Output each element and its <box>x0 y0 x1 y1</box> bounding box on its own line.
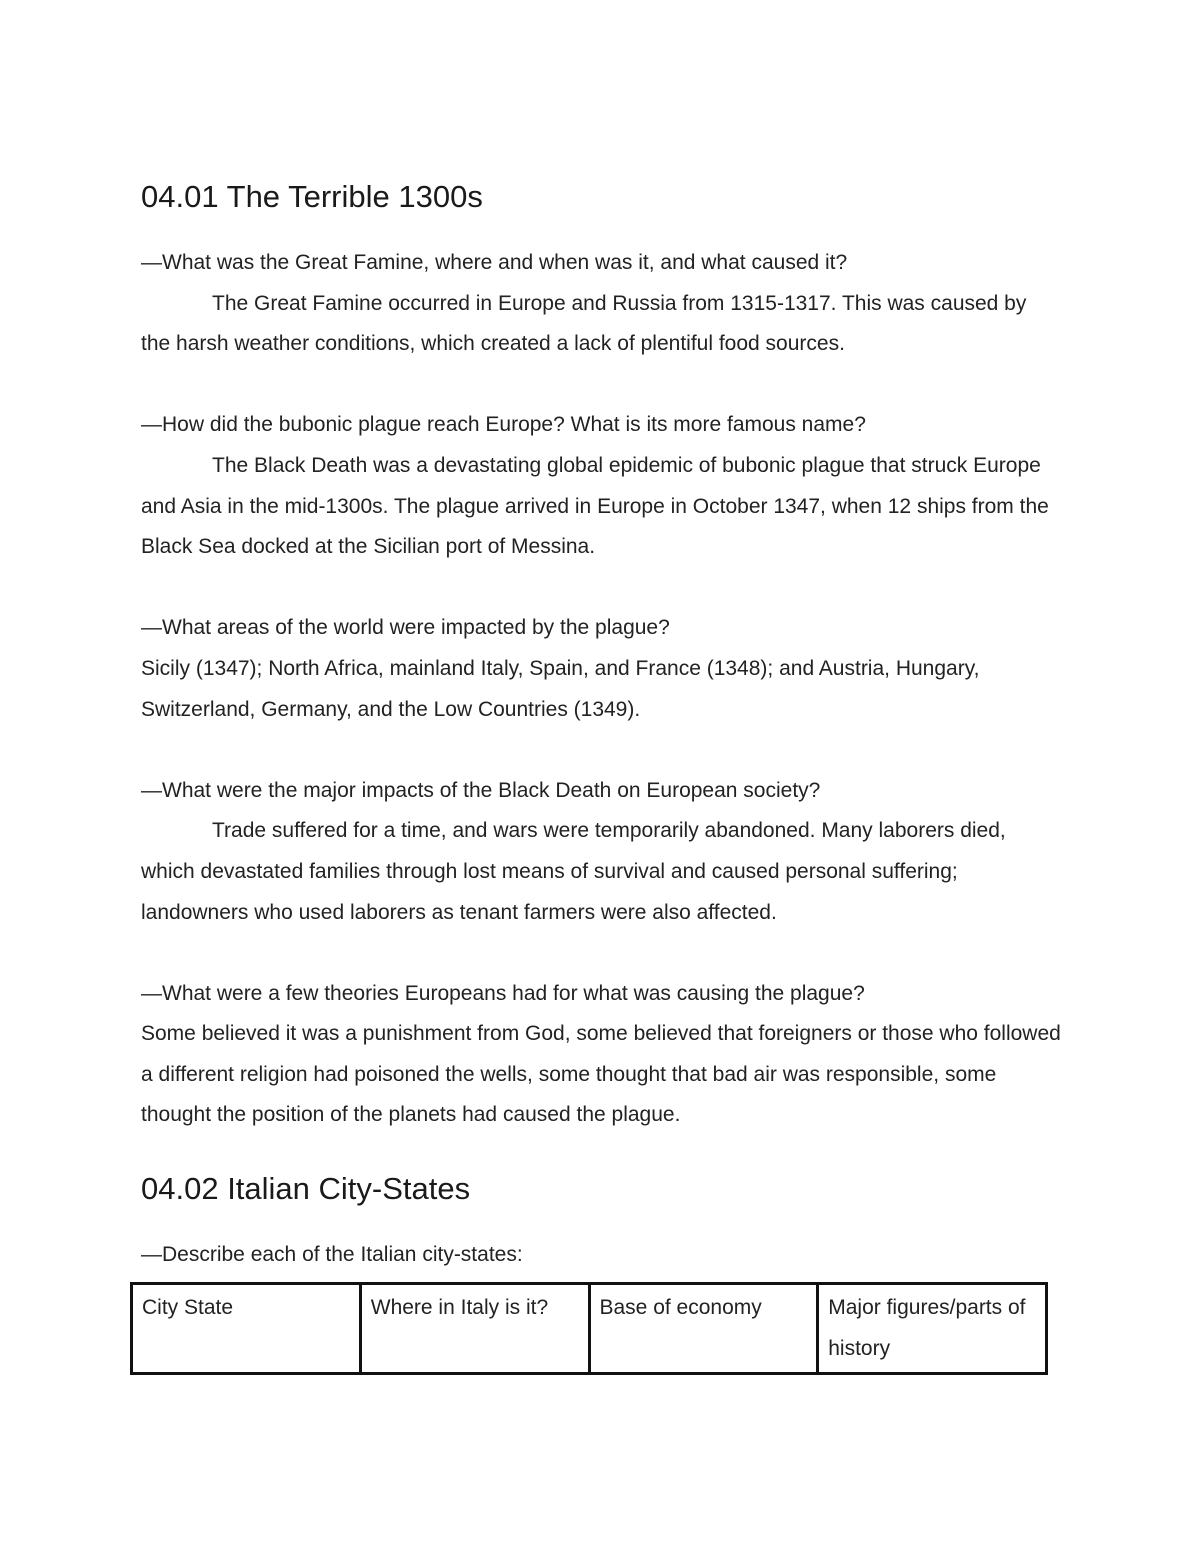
table-header-location: Where in Italy is it? <box>360 1283 589 1373</box>
question-great-famine: —What was the Great Famine, where and when was it, and what caused it? <box>141 251 848 274</box>
answer-bubonic-plague: The Black Death was a devastating global epidemic of bubonic plague that struck Europe and Asia in the mid-1300s. The plague arrived in Europe in October 1347, when 12 ships from the Black Sea docked at the Sicilian port of Messina. <box>141 453 1049 559</box>
answer-areas-impacted: Sicily (1347); North Africa, mainland Italy, Spain, and France (1348); and Austria, Hungary, Switzerland, Germany, and the Low Countries (1349). <box>141 656 980 721</box>
question-major-impacts: —What were the major impacts of the Black Death on European society? <box>141 778 821 802</box>
city-states-table <box>130 1282 1048 1375</box>
question-areas-impacted: —What areas of the world were impacted by the plague? <box>141 616 670 640</box>
question-bubonic-plague: —How did the bubonic plague reach Europe? What is its more famous name? <box>141 413 866 437</box>
answer-great-famine: The Great Famine occurred in Europe and Russia from 1315-1317. This was caused by the harsh weather conditions, which created a lack of plentiful food sources. <box>141 291 1027 356</box>
table-header-city-state: City State <box>132 1283 361 1373</box>
section-title-terrible-1300s: 04.01 The Terrible 1300s <box>141 179 483 214</box>
table-header-major-figures: Major figures/parts of history <box>818 1283 1047 1373</box>
answer-major-impacts: Trade suffered for a time, and wars were temporarily abandoned. Many laborers died, which devastated families through lost means of survival and caused personal suffering; landowners who used laborers as tenant farmers were also affected. <box>141 819 1006 924</box>
section-title-italian-city-states: 04.02 Italian City-States <box>141 1171 471 1207</box>
table-header-row <box>132 1283 1047 1373</box>
question-describe-city-states: —Describe each of the Italian city-states: <box>141 1243 523 1267</box>
answer-theories: Some believed it was a punishment from God, some believed that foreigners or those who followed a different religion had poisoned the wells, some thought that bad air was responsible, some thought the position of the planets had caused the plague. <box>141 1022 1061 1127</box>
question-theories: —What were a few theories Europeans had for what was causing the plague? <box>141 981 865 1005</box>
table-header-economy: Base of economy <box>589 1283 818 1373</box>
document-page <box>141 170 1061 1375</box>
